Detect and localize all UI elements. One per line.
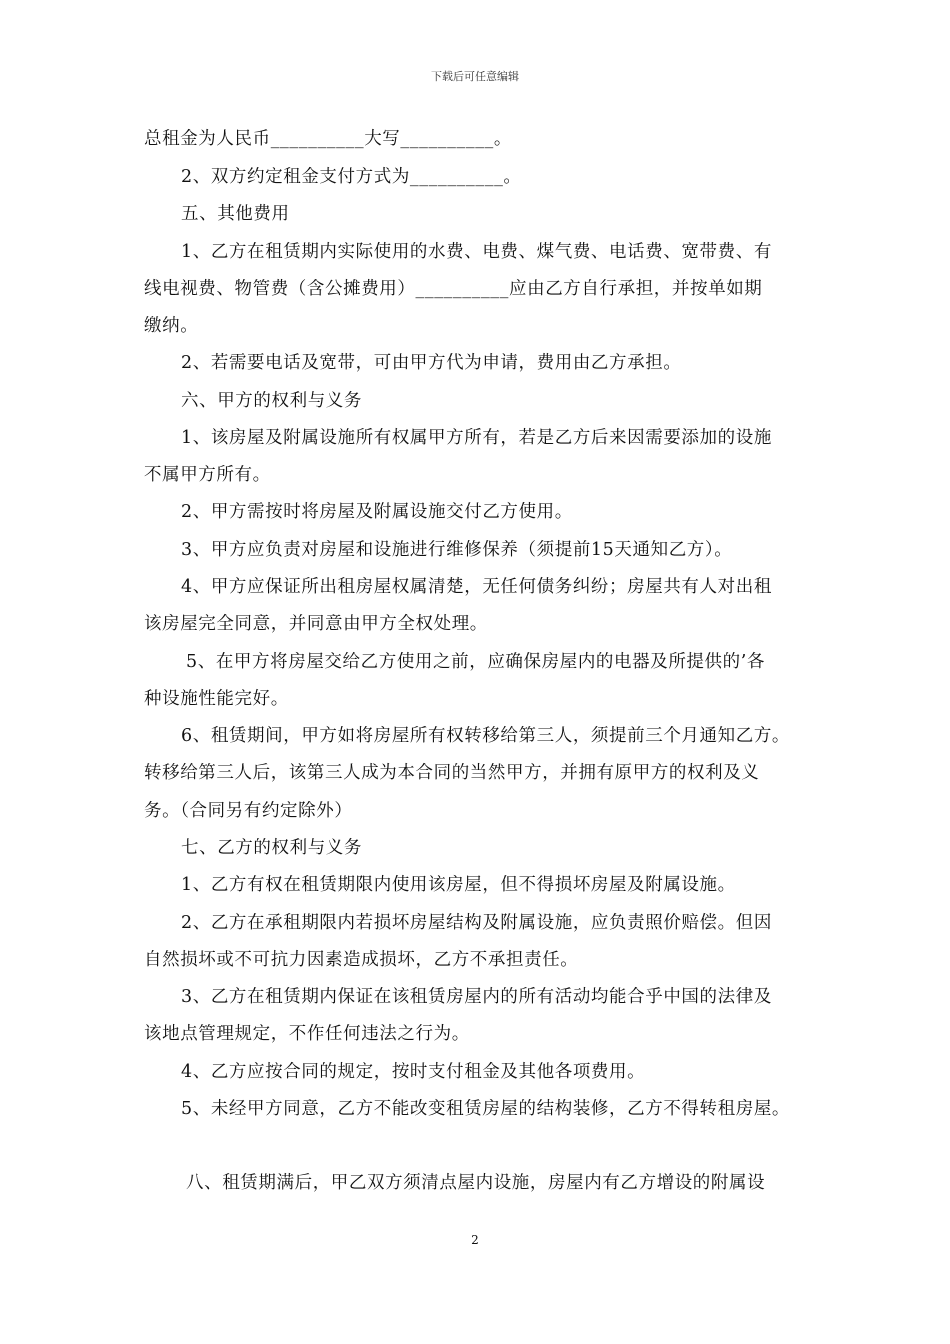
paragraph-line: 务。（合同另有约定除外） bbox=[144, 801, 353, 821]
paragraph-line: 缴纳。 bbox=[144, 316, 199, 336]
section-heading: 六、甲方的权利与义务 bbox=[181, 391, 362, 411]
paragraph-line: 3、甲方应负责对房屋和设施进行维修保养（须提前15天通知乙方）。 bbox=[181, 540, 733, 560]
paragraph-line: 1、乙方在租赁期内实际使用的水费、电费、煤气费、电话费、宽带费、有 bbox=[181, 242, 772, 262]
paragraph-line: 该房屋完全同意，并同意由甲方全权处理。 bbox=[144, 614, 488, 634]
section-heading: 五、其他费用 bbox=[181, 204, 290, 224]
section-heading: 八、租赁期满后，甲乙双方须清点屋内设施，房屋内有乙方增设的附属设 bbox=[186, 1173, 766, 1193]
paragraph-line: 1、乙方有权在租赁期限内使用该房屋，但不得损坏房屋及附属设施。 bbox=[181, 875, 736, 895]
paragraph-line: 转移给第三人后，该第三人成为本合同的当然甲方，并拥有原甲方的权利及义 bbox=[144, 763, 760, 783]
paragraph-line: 自然损坏或不可抗力因素造成损坏，乙方不承担责任。 bbox=[144, 950, 579, 970]
paragraph-line: 2、若需要电话及宽带，可由甲方代为申请，费用由乙方承担。 bbox=[181, 353, 682, 373]
paragraph-line: 不属甲方所有。 bbox=[144, 465, 271, 485]
paragraph-line: 2、乙方在承租期限内若损坏房屋结构及附属设施，应负责照价赔偿。但因 bbox=[181, 913, 772, 933]
paragraph-line: 6、租赁期间，甲方如将房屋所有权转移给第三人，须提前三个月通知乙方。 bbox=[181, 726, 791, 746]
paragraph-line: 1、该房屋及附属设施所有权属甲方所有，若是乙方后来因需要添加的设施 bbox=[181, 428, 772, 448]
paragraph-line: 总租金为人民币__________大写__________。 bbox=[144, 129, 512, 149]
paragraph-line: 3、乙方在租赁期内保证在该租赁房屋内的所有活动均能合乎中国的法律及 bbox=[181, 987, 772, 1007]
paragraph-line: 2、甲方需按时将房屋及附属设施交付乙方使用。 bbox=[181, 502, 573, 522]
paragraph-line: 线电视费、物管费（含公摊费用）__________应由乙方自行承担，并按单如期 bbox=[144, 279, 763, 299]
paragraph-line: 5、未经甲方同意，乙方不能改变租赁房屋的结构装修，乙方不得转租房屋。 bbox=[181, 1099, 791, 1119]
paragraph-line: 4、甲方应保证所出租房屋权属清楚，无任何债务纠纷；房屋共有人对出租 bbox=[181, 577, 772, 597]
paragraph-line: 4、乙方应按合同的规定，按时支付租金及其他各项费用。 bbox=[181, 1062, 646, 1082]
paragraph-line: 5、在甲方将房屋交给乙方使用之前，应确保房屋内的电器及所提供的’各 bbox=[186, 652, 765, 672]
paragraph-line: 该地点管理规定，不作任何违法之行为。 bbox=[144, 1024, 470, 1044]
paragraph-line: 2、双方约定租金支付方式为__________。 bbox=[181, 167, 522, 187]
section-heading: 七、乙方的权利与义务 bbox=[181, 838, 362, 858]
paragraph-line: 种设施性能完好。 bbox=[144, 689, 289, 709]
page-number: 2 bbox=[471, 1233, 479, 1247]
page-header: 下载后可任意编辑 bbox=[431, 70, 519, 83]
